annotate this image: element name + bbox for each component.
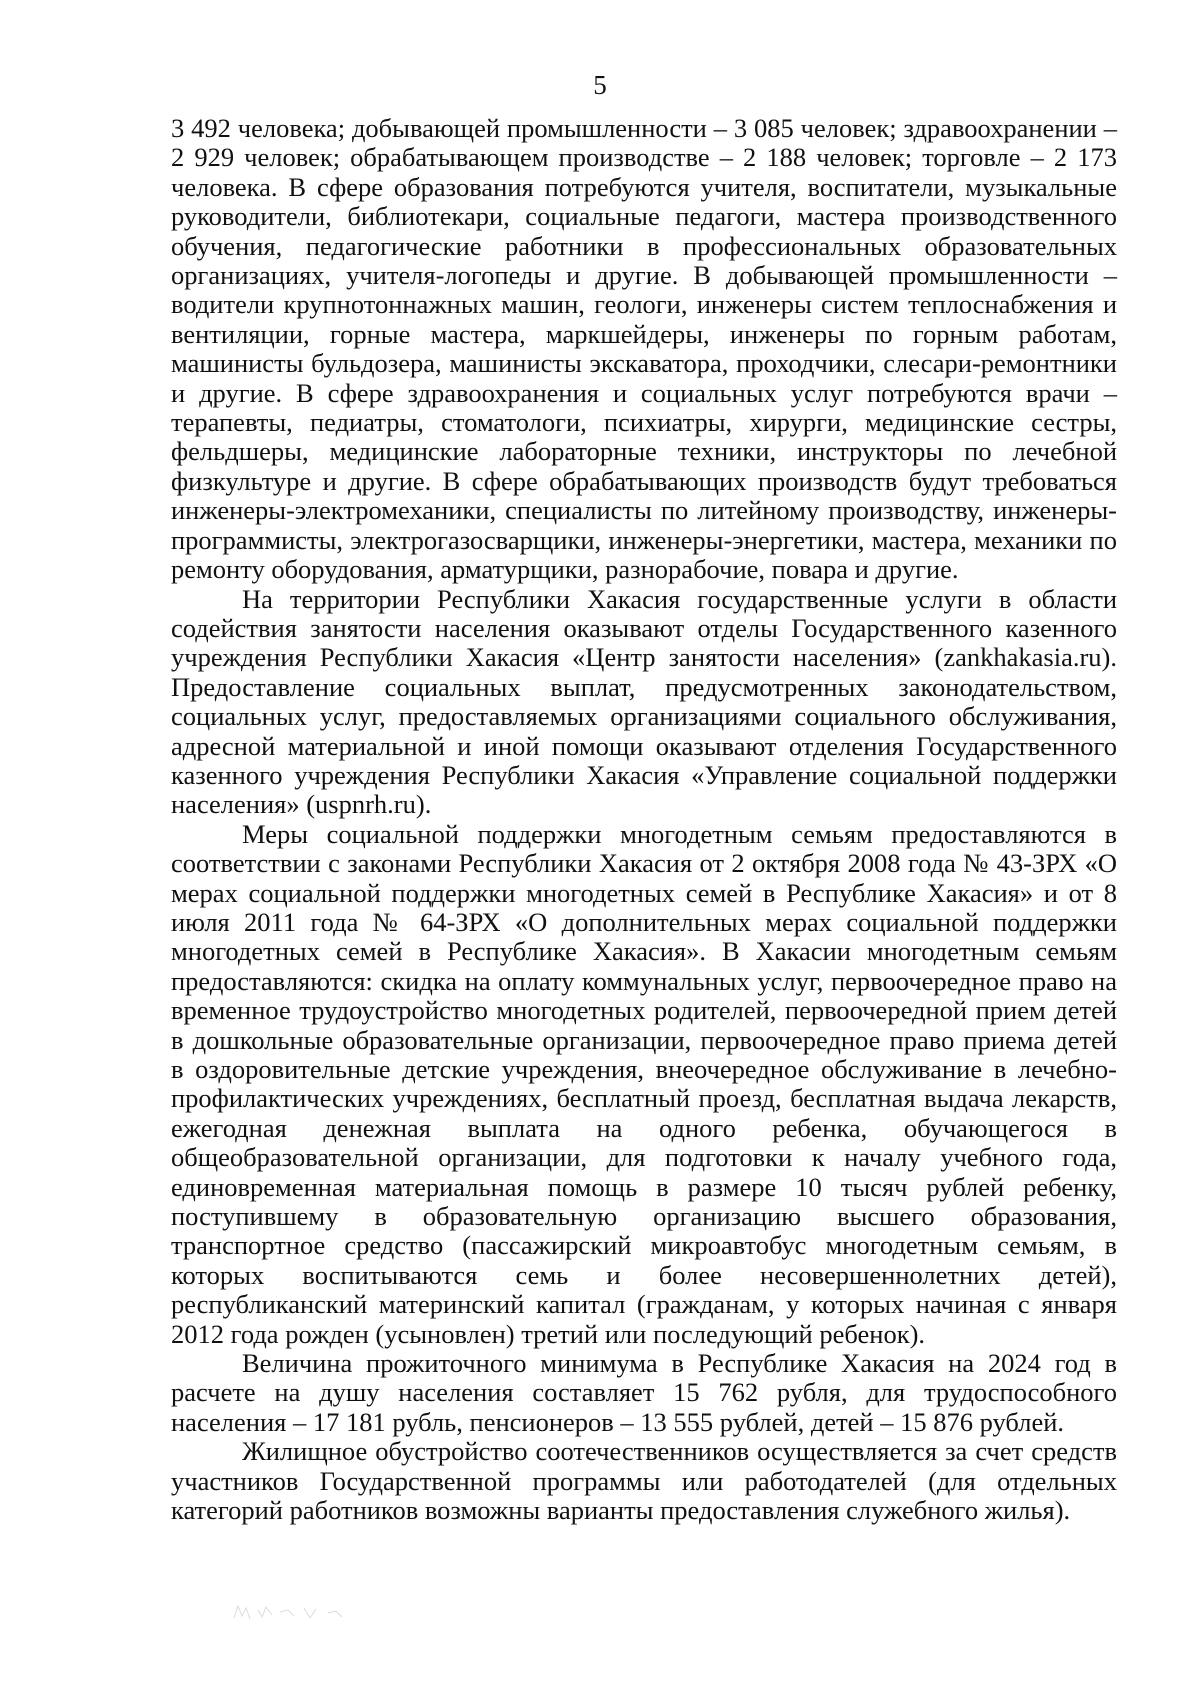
scan-smudge <box>232 1598 362 1624</box>
paragraph-employment-services: На территории Республики Хакасия государственные услуги в области содействия занятости населения оказывают отделы Государственного казенного учреждения Республики Хакасия «Центр занятости населения» (zankhakasia.ru). Предоставление социальных выплат, предусмотренных законодательством, социальных услуг, предоставляемых организациями социального обслуживания, адресной материальной и иной помощи оказывают отделения Государственного казенного учреждения Республики Хакасия «Управление социальной поддержки населения» (uspnrh.ru). <box>171 583 1117 820</box>
paragraph-large-family-support: Меры социальной поддержки многодетным семьям предоставляются в соответствии с законами Республики Хакасия от 2 октября 2008 года № 43-ЗРХ «О мерах социальной поддержки многодетных семей в Республике Хакасия» и от 8 июля 2011 года № 64-ЗРХ «О дополнительных мерах социальной поддержки многодетных семей в Республике Хакасия». В Хакасии многодетным семьям предоставляются: скидка на оплату коммунальных услуг, первоочередное право на временное трудоустройство многодетных родителей, первоочередной прием детей в дошкольные образовательные организации, первоочередное право приема детей в оздоровительные детские учреждения, внеочередное обслуживание в лечебно-профилактических учреждениях, бесплатный проезд, бесплатная выдача лекарств, ежегодная денежная выплата на одного ребенка, обучающегося в общеобразовательной организации, для подготовки к началу учебного года, единовременная материальная помощь в размере 10 тысяч рублей ребенку, поступившему в образовательную организацию высшего образования, транспортное средство (пассажирский микроавтобус многодетным семьям, в которых воспитываются семь и более несовершеннолетних детей), республиканский материнский капитал (гражданам, у которых начиная с января 2012 года рожден (усыновлен) третий или последующий ребенок). <box>171 818 1117 1349</box>
paragraph-housing: Жилищное обустройство соотечественников осуществляется за счет средств участников Государственной программы или работодателей (для отдельных категорий работников возможны варианты предоставления служебного жилья). <box>171 1436 1117 1526</box>
document-body <box>171 114 1117 1526</box>
paragraph-occupations: 3 492 человека; добывающей промышленности – 3 085 человек; здравоохранении – 2 929 человек; обрабатывающем производстве – 2 188 человек; торговле – 2 173 человека. В сфере образования потребуются учителя, воспитатели, музыкальные руководители, библиотекари, социальные педагоги, мастера производственного обучения, педагогические работники в профессиональных образовательных организациях, учителя-логопеды и другие. В добывающей промышленности – водители крупнотоннажных машин, геологи, инженеры систем теплоснабжения и вентиляции, горные мастера, маркшейдеры, инженеры по горным работам, машинисты бульдозера, машинисты экскаватора, проходчики, слесари-ремонтники и другие. В сфере здравоохранения и социальных услуг потребуются врачи – терапевты, педиатры, стоматологи, психиатры, хирурги, медицинские сестры, фельдшеры, медицинские лабораторные техники, инструкторы по лечебной физкультуре и другие. В сфере обрабатывающих производств будут требоваться инженеры-электромеханики, специалисты по литейному производству, инженеры-программисты, электрогазосварщики, инженеры-энергетики, мастера, механики по ремонту оборудования, арматурщики, разнорабочие, повара и другие. <box>171 113 1117 585</box>
paragraph-subsistence-minimum: Величина прожиточного минимума в Республике Хакасия на 2024 год в расчете на душу населения составляет 15 762 рубля, для трудоспособного населения – 17 181 рубль, пенсионеров – 13 555 рублей, детей – 15 876 рублей. <box>171 1348 1117 1437</box>
page-number: 5 <box>593 70 607 100</box>
